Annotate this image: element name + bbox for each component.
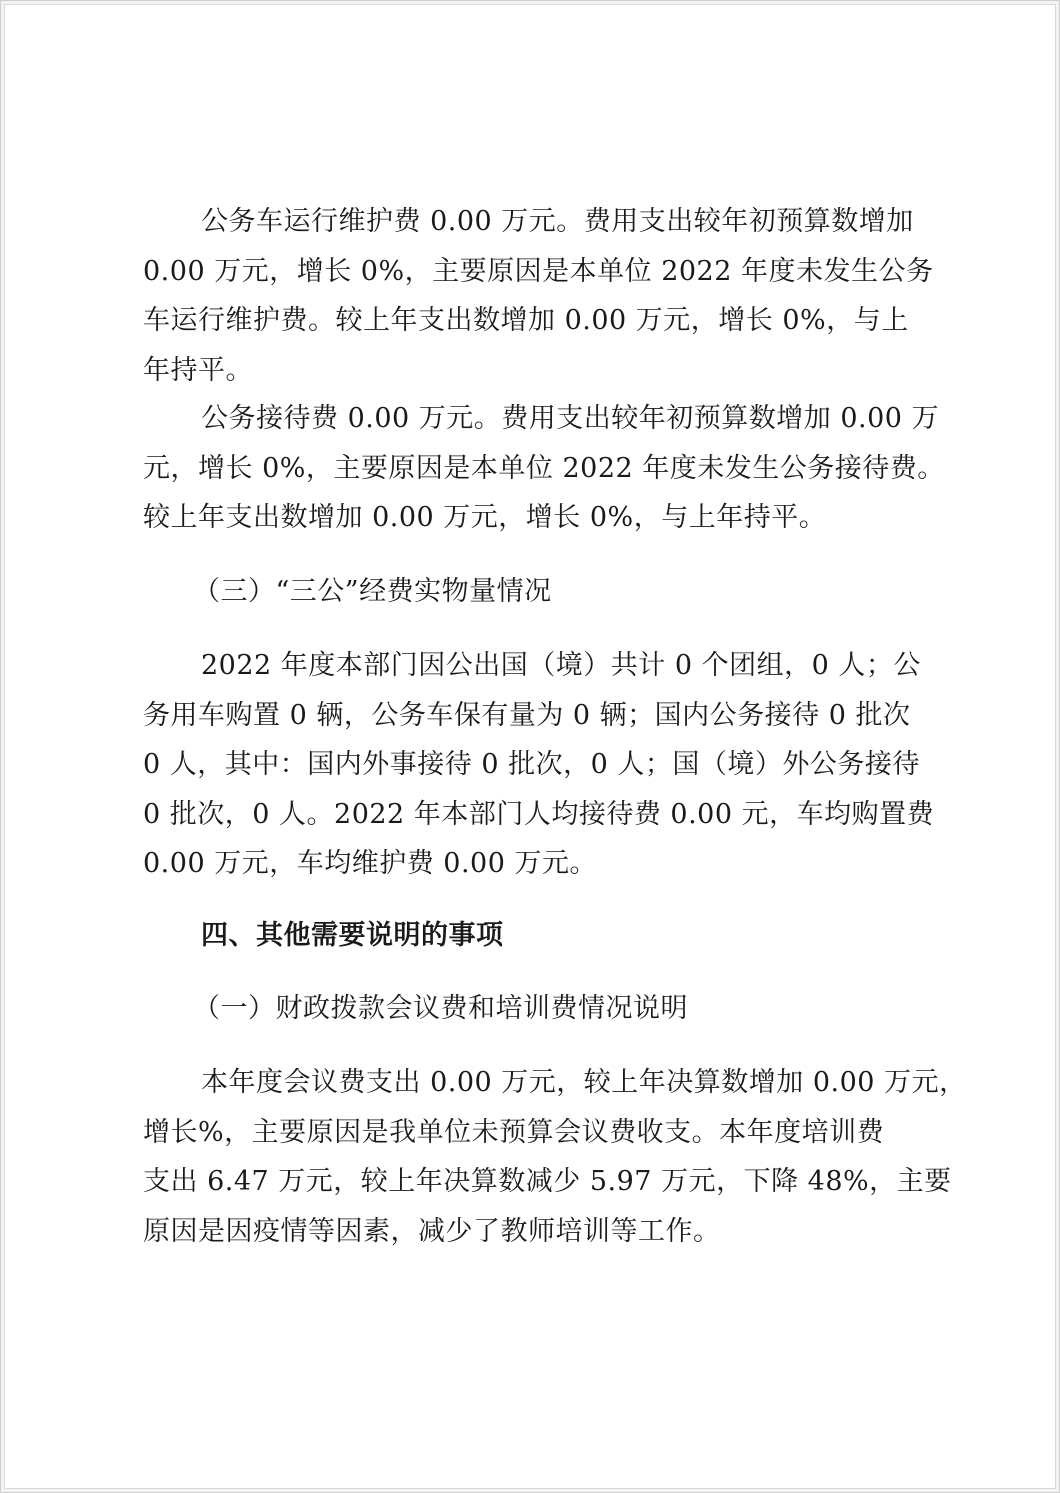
paragraph-physical-quantity	[143, 641, 935, 889]
section-heading: （三）“三公”经费实物量情况	[193, 576, 552, 607]
subheading-sangong	[143, 567, 923, 617]
text-line: 较上年支出数增加 0.00 万元，增长 0%，与上年持平。	[143, 502, 827, 533]
paragraph-meeting-training	[143, 1058, 967, 1256]
text-line: 车运行维护费。较上年支出数增加 0.00 万元，增长 0%，与上	[143, 305, 909, 336]
text-line: 元，增长 0%，主要原因是本单位 2022 年度未发生公务接待费。	[143, 452, 945, 484]
text-line: 0.00 万元，增长 0%，主要原因是本单位 2022 年度未发生公务	[143, 255, 934, 287]
section-heading: 四、其他需要说明的事项	[201, 920, 504, 951]
paragraph-official-car	[143, 197, 934, 395]
text-line: 0 批次，0 人。2022 年本部门人均接待费 0.00 元，车均购置费	[143, 798, 935, 830]
paragraph-official-reception	[143, 394, 945, 543]
text-line: 0.00 万元，车均维护费 0.00 万元。	[143, 848, 597, 879]
section-heading-four	[143, 911, 923, 961]
subheading-meeting	[143, 984, 923, 1034]
text-line: 公务接待费 0.00 万元。费用支出较年初预算数增加 0.00 万	[201, 403, 940, 434]
text-line: 0 人，其中：国内外事接待 0 批次，0 人；国（境）外公务接待	[143, 749, 920, 780]
text-line: 年持平。	[143, 354, 253, 386]
text-line: 务用车购置 0 辆，公务车保有量为 0 辆；国内公务接待 0 批次	[143, 699, 911, 731]
text-line: 2022 年度本部门因公出国（境）共计 0 个团组，0 人；公	[201, 650, 921, 681]
text-line: 支出 6.47 万元，较上年决算数减少 5.97 万元，下降 48%，主要	[143, 1166, 952, 1197]
text-line: 原因是因疫情等因素，减少了教师培训等工作。	[143, 1215, 721, 1247]
text-line: 本年度会议费支出 0.00 万元，较上年决算数增加 0.00 万元，	[201, 1067, 967, 1098]
section-heading: （一）财政拨款会议费和培训费情况说明	[193, 993, 688, 1024]
text-line: 增长%，主要原因是我单位未预算会议费收支。本年度培训费	[143, 1116, 885, 1148]
text-line: 公务车运行维护费 0.00 万元。费用支出较年初预算数增加	[201, 206, 914, 237]
